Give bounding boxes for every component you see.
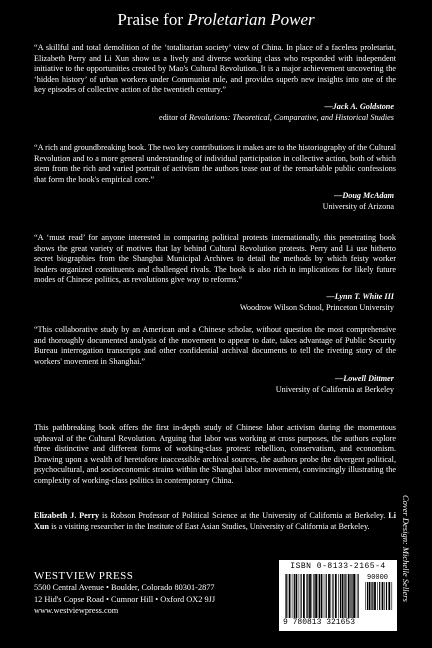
price-code: 90000 <box>367 574 389 582</box>
publisher-name: WESTVIEW PRESS <box>34 570 134 582</box>
quote-3-text: “A ‘must read’ for anyone interested in comparing political protests internationally, this penetrating book shows the great variety of motives that lay behind Cultural Revolution protests. Perry and Li use hitherto secret biographies from the Shanghai Municipal Archives to detail the methods by which feisty worker leaders organized constituents and challenged rivals. The book is also rich in implications for likely future modes of Chinese politics, as revolutions give way to reforms.” <box>34 233 396 285</box>
publisher-block <box>34 571 215 617</box>
quote-4-text: “This collaborative study by an American and a Chinese scholar, without question the most comprehensive and thoroughly documented analysis of the movement to appear to date, takes advantage of Public Security Bureau interrogation transcripts and other confidential archival documents to tell the riveting story of the workers' movement in Shanghai.” <box>34 325 396 366</box>
quote-2-author: —Doug McAdam <box>334 191 394 200</box>
ean-barcode-bars <box>285 574 360 618</box>
quote-1-author: —Jack A. Goldstone <box>324 102 394 111</box>
quote-1-text: “A skillful and total demolition of the ‘totalitarian society’ view of China. In place of a faceless proletariat, Elizabeth Perry and Li Xun show us a lively and diverse working class who responded with independent initiative to the opportunities created by Mao's Cultural Revolution. It is a major achievement uncovering the ‘hidden history’ of urban workers under Communist rule, and provides superb new insights into one of the key episodes of collective action of the twentieth century.” <box>34 43 396 95</box>
publisher-address-uk: 12 Hid's Copse Road • Cumnor Hill • Oxford OX2 9JJ <box>34 594 216 604</box>
isbn-number: ISBN 0-8133-2165-4 <box>290 562 386 571</box>
page-title: Praise for Proletarian Power <box>117 10 315 29</box>
book-title: Proletarian Power <box>187 10 315 29</box>
quote-2-attribution <box>323 191 394 212</box>
quote-4-author: —Lowell Dittmer <box>335 374 394 383</box>
quote-3-author: —Lynn T. White III <box>326 292 394 301</box>
quote-4-attribution <box>276 374 394 395</box>
author-name-2: Li Xun <box>34 511 396 531</box>
quote-4-affiliation: University of California at Berkeley <box>275 384 394 394</box>
quote-1-attribution <box>159 102 394 123</box>
price-barcode-bars <box>365 582 393 610</box>
quote-3-attribution <box>240 292 394 313</box>
quote-3-affiliation: Woodrow Wilson School, Princeton University <box>239 302 394 312</box>
book-description: This pathbreaking book offers the first in-depth study of Chinese labor activism during the momentous upheaval of the Cultural Revolution. Arguing that labor was working at cross purposes, the authors explore three distinctive and different forms of working-class protest: rebellion, conservatism, and economism. Drawing upon a wealth of heretofore inaccessible archival sources, the authors probe the divergent political, psychocultural, and socioeconomic strains within the Shanghai labor movement, convincingly illustrating the complexity of working-class politics in contemporary China. <box>34 423 396 485</box>
author-bio: Elizabeth J. Perry is Robson Professor of Political Science at the University of California at Berkeley. Li Xun is a visiting researcher in the Institute of East Asian Studies, University of California at Berkeley. <box>34 511 396 531</box>
quote-1-affiliation: editor of Revolutions: Theoretical, Comparative, and Historical Studies <box>158 112 394 122</box>
quote-2-text: “A rich and groundbreaking book. The two key contributions it makes are to the historiography of the Cultural Revolution and to a more general understanding of individual participation in collective action, both of which stem from the rich and varied portrait of activism the authors tease out of the remarkable public confessions that form the book's empirical core.” <box>34 143 396 184</box>
ean-number: 9 780813 321653 <box>283 618 356 627</box>
author-name-1: Elizabeth J. Perry <box>34 511 100 520</box>
cover-design-credit: Cover Design: Michelle Sellers <box>401 495 411 602</box>
publisher-address-us: 5500 Central Avenue • Boulder, Colorado 80301-2877 <box>34 583 215 593</box>
isbn-barcode <box>279 560 397 631</box>
publisher-url: www.westviewpress.com <box>34 606 119 616</box>
quote-2-affiliation: University of Arizona <box>322 201 394 211</box>
